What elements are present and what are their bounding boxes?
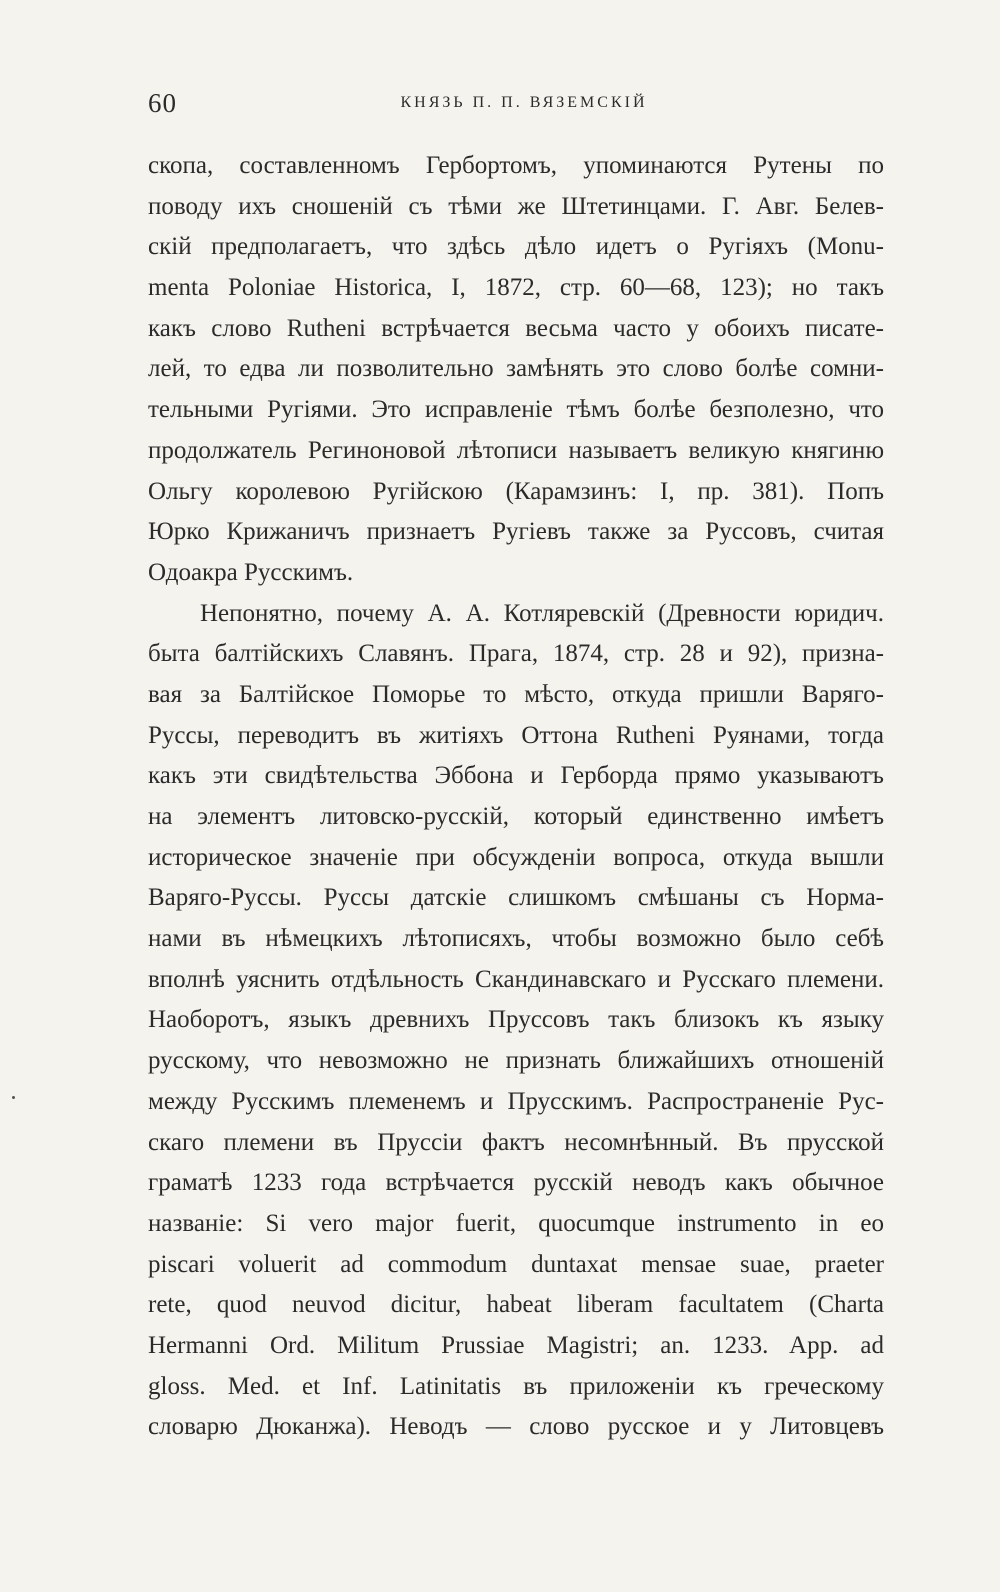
page-number: 60 <box>148 88 177 118</box>
text-line: поводу ихъ сношеній съ тѣми же Штетинцами. Г. Авг. Белев- <box>148 192 884 220</box>
ink-speck <box>12 1096 15 1099</box>
text-line: быта балтійскихъ Славянъ. Прага, 1874, стр. 28 и 92), призна- <box>148 640 884 668</box>
text-line: русскому, что невозможно не признать ближайшихъ отношеній <box>148 1047 884 1075</box>
text-line: Юрко Крижаничъ признаетъ Ругіевъ также за Руссовъ, считая <box>148 518 884 546</box>
paragraph-start-line: Непонятно, почему А. А. Котляревскій (Древности юридич. <box>200 599 884 627</box>
text-line: граматѣ 1233 года встрѣчается русскій неводъ какъ обычное <box>148 1169 884 1197</box>
text-line: Руссы, переводитъ въ житіяхъ Оттона Rutheni Руянами, тогда <box>148 721 884 749</box>
text-line: между Русскимъ племенемъ и Прусскимъ. Распространеніе Рус- <box>148 1087 884 1115</box>
text-line: вая за Балтійское Поморье то мѣсто, откуда пришли Варяго- <box>148 680 884 708</box>
text-line: названіе: Si vero major fuerit, quocumque instrumento in eo <box>148 1209 884 1237</box>
body-text <box>148 146 884 1448</box>
text-line: продолжатель Региноновой лѣтописи называетъ великую княгиню <box>148 436 884 464</box>
text-line: лей, то едва ли позволительно замѣнять это слово болѣе сомни- <box>148 355 884 383</box>
text-line: скопа, составленномъ Гербортомъ, упоминаются Рутены по <box>148 152 884 179</box>
text-line: скій предполагаетъ, что здѣсь дѣло идетъ о Ругіяхъ (Monu- <box>148 233 884 261</box>
text-line: нами въ нѣмецкихъ лѣтописяхъ, чтобы возможно было себѣ <box>148 925 884 953</box>
text-line: Одоакра Русскимъ. <box>148 558 354 586</box>
text-line: тельными Ругіями. Это исправленіе тѣмъ болѣе безполезно, что <box>148 396 884 424</box>
text-line: Наоборотъ, языкъ древнихъ Пруссовъ такъ близокъ къ языку <box>148 1006 884 1034</box>
text-line: скаго племени въ Пруссіи фактъ несомнѣнный. Въ прусской <box>148 1128 884 1156</box>
text-line: piscari voluerit ad commodum duntaxat mensae suae, praeter <box>148 1250 884 1278</box>
text-line: какъ эти свидѣтельства Эббона и Герборда прямо указываютъ <box>148 762 884 790</box>
running-title: КНЯЗЬ П. П. ВЯЗЕМСКІЙ <box>400 94 648 111</box>
text-line: вполнѣ уяснить отдѣльность Скандинавскаго и Русскаго племени. <box>148 965 884 993</box>
text-line: Варяго-Руссы. Руссы датскіе слишкомъ смѣшаны съ Норма- <box>148 884 884 912</box>
text-line: Ольгу королевою Ругійскою (Карамзинъ: I, пр. 381). Попъ <box>148 477 884 505</box>
text-line: какъ слово Rutheni встрѣчается весьма часто у обоихъ писате- <box>148 314 884 342</box>
text-line: на элементъ литовско-русскій, который единственно имѣетъ <box>148 803 884 830</box>
text-line: menta Poloniae Historica, I, 1872, стр. 60—68, 123); но такъ <box>148 274 884 302</box>
text-line: Hermanni Ord. Militum Prussiae Magistri; an. 1233. App. ad <box>148 1331 884 1359</box>
text-line: словарю Дюканжа). Неводъ — слово русское и у Литовцевъ <box>148 1413 884 1441</box>
page-header <box>148 88 900 128</box>
text-line: gloss. Med. et Inf. Latinitatis въ приложеніи къ греческому <box>148 1372 884 1400</box>
text-line: rete, quod neuvod dicitur, habeat liberam facultatem (Charta <box>148 1291 884 1319</box>
text-line: историческое значеніе при обсужденіи вопроса, откуда вышли <box>148 843 884 871</box>
